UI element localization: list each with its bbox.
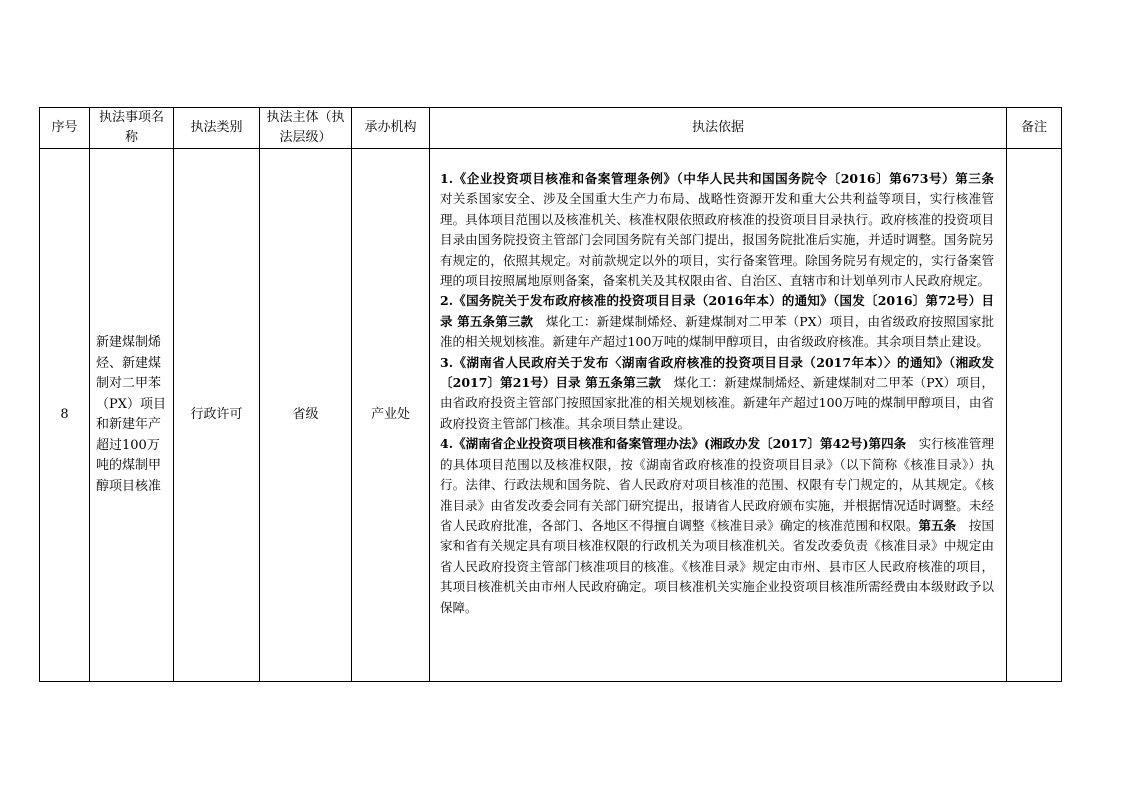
cell-seq: 8: [40, 149, 90, 682]
basis-item-4-subbody: 按国家和省有关规定具有项目核准权限的行政机关为项目核准机关。省发改委负责《核准目录》中规定由省人民政府投资主管部门核准项目的核准。《核准目录》规定由市州、县市区人民政府核准的项目，其项目核准机关由市州人民政府确定。项目核准机关实施企业投资项目核准所需经费由本级财政予以保障。: [440, 517, 994, 615]
cell-subject: 省级: [260, 149, 352, 682]
header-basis: 执法依据: [430, 108, 1007, 149]
header-seq: 序号: [40, 108, 90, 149]
header-subject: 执法主体（执法层级）: [260, 108, 352, 149]
header-agency: 承办机构: [352, 108, 430, 149]
header-item-name: 执法事项名称: [90, 108, 174, 149]
cell-remark: [1007, 149, 1062, 682]
basis-item-4: [440, 434, 994, 618]
basis-item-1: [440, 169, 994, 291]
header-row: [40, 108, 1062, 149]
header-category: 执法类别: [174, 108, 260, 149]
header-remark: 备注: [1007, 108, 1062, 149]
cell-category: 行政许可: [174, 149, 260, 682]
basis-item-1-head: 1.《企业投资项目核准和备案管理条例》（中华人民共和国国务院令〔2016〕第673号）第三条: [440, 171, 994, 186]
basis-item-3-head: 3.《湖南省人民政府关于发布〈湖南省政府核准的投资项目目录（2017年本）〉的通知》（湘政发〔2017〕第21号）目录 第五条第三款: [440, 354, 994, 391]
basis-item-2: [440, 291, 994, 352]
basis-item-2-head: 2.《国务院关于发布政府核准的投资项目目录（2016年本）的通知》（国发〔2016〕第72号）目录 第五条第三款: [440, 293, 994, 329]
cell-basis: [430, 149, 1007, 682]
cell-item-name: 新建煤制烯烃、新建煤制对二甲苯（PX）项目和新建年产超过100万吨的煤制甲醇项目核准: [90, 149, 174, 682]
basis-item-4-subhead: 第五条: [918, 517, 957, 533]
basis-item-2-body: 煤化工：新建煤制烯烃、新建煤制对二甲苯（PX）项目，由省级政府按照国家批准的相关规划核准。新建年产超过100万吨的煤制甲醇项目，由省级政府核准。其余项目禁止建设。: [440, 313, 994, 350]
cell-agency: 产业处: [352, 149, 430, 682]
basis-item-3-body: 煤化工：新建煤制烯烃、新建煤制对二甲苯（PX）项目，由省政府投资主管部门按照国家批准的相关规划核准。新建年产超过100万吨的煤制甲醇项目，由省政府投资主管部门核准。其余项目禁止建设。: [440, 375, 994, 431]
enforcement-table: [39, 107, 1062, 682]
basis-item-4-head: 4.《湖南省企业投资项目核准和备案管理办法》(湘政办发〔2017〕第42号)第四条: [440, 436, 907, 452]
basis-item-1-body: 对关系国家安全、涉及全国重大生产力布局、战略性资源开发和重大公共利益等项目，实行核准管理。具体项目范围以及核准机关、核准权限依照政府核准的投资项目目录执行。政府核准的投资项目目录由国务院投资主管部门会同国务院有关部门提出，报国务院批准后实施，并适时调整。国务院另有规定的，依照其规定。对前款规定以外的项目，实行备案管理。除国务院另有规定的，实行备案管理的项目按照属地原则备案，备案机关及其权限由省、自治区、直辖市和计划单列市人民政府规定。: [440, 191, 994, 289]
basis-item-3: [440, 353, 994, 435]
basis-item-4-body: 实行核准管理的具体项目范围以及核准权限，按《湖南省政府核准的投资项目目录》（以下简称《核准目录》）执行。法律、行政法规和国务院、省人民政府对项目核准的范围、权限有专门规定的，从其规定。《核准目录》由省发改委会同有关部门研究提出，报请省人民政府颁布实施，并根据情况适时调整。未经省人民政府批准，各部门、各地区不得擅自调整《核准目录》确定的核准范围和权限。: [440, 436, 994, 533]
table-row: [40, 149, 1062, 682]
